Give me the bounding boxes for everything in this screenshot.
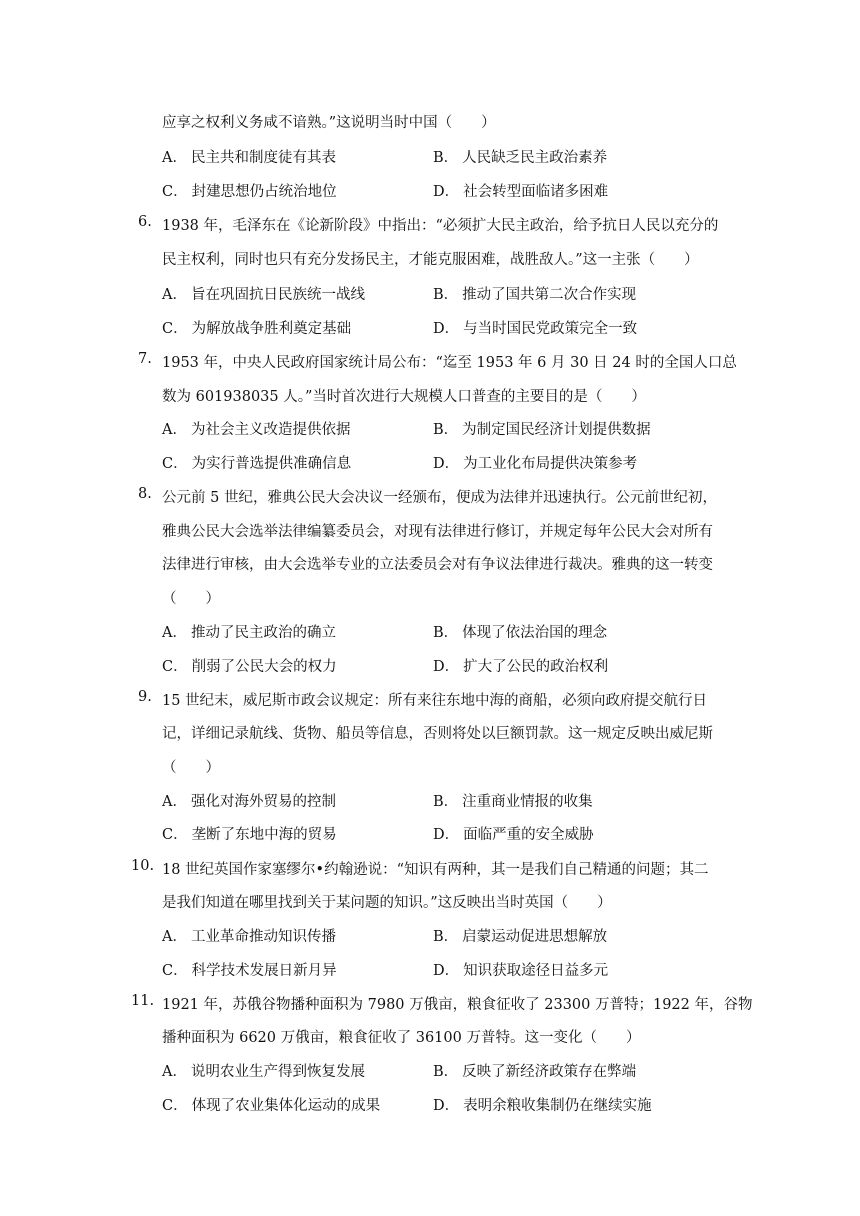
option-label: C． <box>162 184 188 200</box>
q11-option-d[interactable] <box>433 1094 652 1115</box>
option-text: 表明余粮收集制仍在继续实施 <box>463 1098 652 1114</box>
q11-stem-line-1: 1921 年，苏俄谷物播种面积为 7980 万俄亩，粮食征收了 23300 万普特；1922 年，谷物 <box>162 997 753 1013</box>
option-label: A． <box>162 625 187 641</box>
q10-stem-line-2: 是我们知道在哪里找到关于某问题的知识。”这反映出当时英国（ ） <box>162 895 612 911</box>
q11-number: 11. <box>131 993 155 1009</box>
q9-number: 9. <box>138 689 152 705</box>
q7-stem-line-2: 数为 601938035 人。”当时首次进行大规模人口普查的主要目的是（ ） <box>162 389 646 405</box>
q7-option-b[interactable] <box>433 418 651 439</box>
option-text: 旨在巩固抗日民族统一战线 <box>190 287 365 303</box>
option-text: 知识获取途径日益多元 <box>463 963 609 979</box>
q9-option-b[interactable] <box>433 790 593 811</box>
option-label: C． <box>162 963 188 979</box>
option-label: C． <box>162 1098 188 1114</box>
option-label: A． <box>162 794 187 810</box>
q10-option-c[interactable] <box>162 959 337 980</box>
option-label: C． <box>162 659 188 675</box>
q11-option-a[interactable] <box>162 1060 365 1081</box>
q7-option-d[interactable] <box>433 452 637 473</box>
option-label: C． <box>162 321 188 337</box>
option-text: 说明农业生产得到恢复发展 <box>190 1064 365 1080</box>
q10-number: 10. <box>131 858 155 874</box>
option-text: 封建思想仍占统治地位 <box>191 184 337 200</box>
q6-option-c[interactable] <box>162 317 351 338</box>
option-label: B． <box>433 287 459 303</box>
q8-stem-line-4: （ ） <box>162 591 220 607</box>
q5-stem-end: 应享之权利义务咸不谙熟。”这说明当时中国（ ） <box>162 115 496 131</box>
option-label: D． <box>433 827 460 843</box>
option-label: D． <box>433 184 460 200</box>
q11-option-b[interactable] <box>433 1060 636 1081</box>
q8-option-a[interactable] <box>162 621 336 642</box>
q10-option-d[interactable] <box>433 959 608 980</box>
option-text: 削弱了公民大会的权力 <box>191 659 337 675</box>
option-text: 反映了新经济政策存在弊端 <box>462 1064 637 1080</box>
q6-option-b[interactable] <box>433 283 636 304</box>
q6-stem-line-1: 1938 年，毛泽东在《论新阶段》中指出：“必须扩大民主政治，给予抗日人民以充分的 <box>162 218 719 234</box>
option-text: 推动了民主政治的确立 <box>190 625 336 641</box>
option-label: A． <box>162 422 187 438</box>
option-label: B． <box>433 150 459 166</box>
option-label: A． <box>162 150 187 166</box>
option-label: B． <box>433 422 459 438</box>
q11-option-c[interactable] <box>162 1094 380 1115</box>
option-label: D． <box>433 321 460 337</box>
option-text: 为制定国民经济计划提供数据 <box>462 422 651 438</box>
option-label: D． <box>433 659 460 675</box>
option-text: 体现了依法治国的理念 <box>462 625 608 641</box>
option-text: 强化对海外贸易的控制 <box>190 794 336 810</box>
option-text: 启蒙运动促进思想解放 <box>462 929 608 945</box>
q10-option-b[interactable] <box>433 925 607 946</box>
q6-number: 6. <box>138 214 152 230</box>
option-text: 推动了国共第二次合作实现 <box>462 287 637 303</box>
q7-option-c[interactable] <box>162 452 351 473</box>
option-label: C． <box>162 827 188 843</box>
option-text: 民主共和制度徒有其表 <box>190 150 336 166</box>
option-text: 科学技术发展日新月异 <box>191 963 337 979</box>
q8-option-d[interactable] <box>433 655 608 676</box>
option-label: B． <box>433 1064 459 1080</box>
q5-option-c[interactable] <box>162 180 337 201</box>
option-text: 面临严重的安全威胁 <box>463 827 594 843</box>
option-label: C． <box>162 456 188 472</box>
q9-stem-line-2: 记，详细记录航线、货物、船员等信息，否则将处以巨额罚款。这一规定反映出威尼斯 <box>162 726 713 742</box>
option-label: A． <box>162 287 187 303</box>
q9-option-d[interactable] <box>433 823 594 844</box>
q9-stem-line-3: （ ） <box>162 760 220 776</box>
option-text: 为工业化布局提供决策参考 <box>463 456 638 472</box>
option-label: A． <box>162 1064 187 1080</box>
q8-stem-line-1: 公元前 5 世纪，雅典公民大会决议一经颁布，便成为法律并迅速执行。公元前世纪初， <box>162 490 717 506</box>
option-text: 体现了农业集体化运动的成果 <box>191 1098 381 1114</box>
q6-stem-line-2: 民主权利，同时也只有充分发扬民主，才能克服困难，战胜敌人。”这一主张（ ） <box>162 252 699 268</box>
option-text: 为解放战争胜利奠定基础 <box>191 321 352 337</box>
option-text: 为社会主义改造提供依据 <box>190 422 351 438</box>
option-label: B． <box>433 794 459 810</box>
q6-option-d[interactable] <box>433 317 637 338</box>
q7-option-a[interactable] <box>162 418 350 439</box>
option-text: 社会转型面临诸多困难 <box>463 184 609 200</box>
q7-stem-line-1: 1953 年，中央人民政府国家统计局公布：“迄至 1953 年 6 月 30 日 24 时的全国人口总 <box>162 355 737 371</box>
q5-option-d[interactable] <box>433 180 608 201</box>
q6-option-a[interactable] <box>162 283 365 304</box>
option-label: D． <box>433 1098 460 1114</box>
q11-stem-line-2: 播种面积为 6620 万俄亩，粮食征收了 36100 万普特。这一变化（ ） <box>162 1030 641 1046</box>
q8-option-c[interactable] <box>162 655 337 676</box>
option-label: A． <box>162 929 187 945</box>
q5-option-a[interactable] <box>162 146 336 167</box>
option-label: B． <box>433 625 459 641</box>
q8-stem-line-2: 雅典公民大会选举法律编纂委员会，对现有法律进行修订，并规定每年公民大会对所有 <box>162 524 713 540</box>
option-text: 注重商业情报的收集 <box>462 794 593 810</box>
q9-option-a[interactable] <box>162 790 336 811</box>
q10-option-a[interactable] <box>162 925 336 946</box>
option-label: B． <box>433 929 459 945</box>
q8-number: 8. <box>138 486 152 502</box>
q9-stem-line-1: 15 世纪末，威尼斯市政会议规定：所有来往东地中海的商船，必须向政府提交航行日 <box>162 693 708 709</box>
option-text: 为实行普选提供准确信息 <box>191 456 352 472</box>
q5-option-b[interactable] <box>433 146 607 167</box>
option-label: D． <box>433 963 460 979</box>
q9-option-c[interactable] <box>162 823 337 844</box>
option-text: 与当时国民党政策完全一致 <box>463 321 638 337</box>
option-text: 工业革命推动知识传播 <box>190 929 336 945</box>
option-text: 垄断了东地中海的贸易 <box>191 827 337 843</box>
q7-number: 7. <box>138 351 152 367</box>
q8-option-b[interactable] <box>433 621 607 642</box>
q8-stem-line-3: 法律进行审核，由大会选举专业的立法委员会对有争议法律进行裁决。雅典的这一转变 <box>162 557 713 573</box>
q10-stem-line-1: 18 世纪英国作家塞缪尔•约翰逊说：“知识有两种，其一是我们自己精通的问题；其二 <box>162 862 709 878</box>
option-label: D． <box>433 456 460 472</box>
option-text: 人民缺乏民主政治素养 <box>462 150 608 166</box>
option-text: 扩大了公民的政治权利 <box>463 659 609 675</box>
